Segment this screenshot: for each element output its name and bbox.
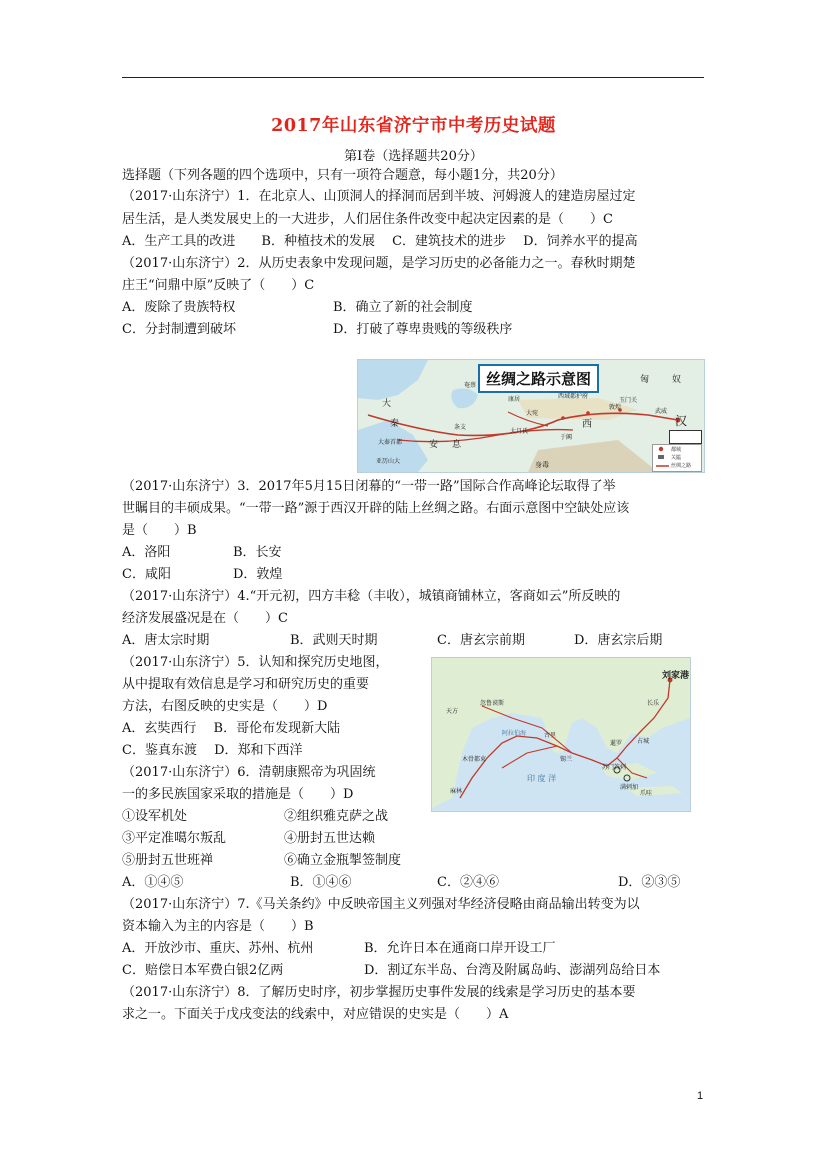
question-4-option-a: A．唐太宗时期 [122,633,210,648]
map-label: 阿拉伯海 [502,730,527,737]
map-label: 于阗 [560,434,573,441]
question-7-line: 资本输入为主的内容是（ ）B [122,919,314,934]
map-label: 西 [582,419,592,430]
question-5-options-ab: A．玄奘西行 B．哥伦布发现新大陆 [122,721,341,736]
map-label: 西域都护府 [558,393,589,400]
map-label: 秦 [390,419,400,429]
legend-item: 都城 [671,447,682,453]
map-label: 忽鲁谟斯 [480,700,505,707]
map-label: 古里 [544,732,557,739]
question-6-item: ①设军机处 [122,809,188,824]
zheng-he-voyage-map [431,657,691,812]
instructions: 选择题（下列各题的四个选项中，只有一项符合题意，每小题1分，共20分） [122,168,563,183]
question-5-line: 从中提取有效信息是学习和研究历史的重要 [122,677,370,692]
question-7-option-c: C．赔偿日本军费白银2亿两 [122,963,284,978]
question-2-line: （2017·山东济宁）2．从历史表象中发现问题，是学习历史的必备能力之一。春秋时期楚 [122,256,636,271]
question-3-option-a: A．洛阳 [122,545,171,560]
question-6-item: ⑤册封五世班禅 [122,853,214,868]
map-label: 长乐 [647,700,660,707]
question-6-option-c: C．②④⑥ [437,875,499,890]
question-2-line: 庄王“问鼎中原”反映了（ ）C [122,278,315,293]
map-label: 武威 [655,408,668,415]
map-label: 满剌加 [620,784,639,791]
map-label: 奴 [672,375,682,385]
question-2-option-d: D．打破了尊卑贵贱的等级秩序 [333,322,513,337]
section-heading: 第Ⅰ卷（选择题共20分） [344,149,483,164]
question-3-option-d: D．敦煌 [233,567,283,582]
map-label: 身毒 [535,461,549,469]
question-1-line: 居生活，是人类发展史上的一大进步，人们居住条件改变中起决定因素的是（ ）C [122,212,613,227]
question-7-option-b: B．允许日本在通商口岸开设工厂 [364,941,556,956]
map-label: 木骨都束 [462,756,487,763]
question-8-line: （2017·山东济宁）8．了解历史时序，初步掌握历史事件发展的线索是学习历史的基本要 [122,985,636,1000]
question-6-option-b: B．①④⑥ [290,875,352,890]
question-4-option-d: D．唐玄宗后期 [574,633,663,648]
question-3-option-b: B．长安 [233,545,282,560]
map-label: 息 [452,440,462,450]
question-2-option-b: B．确立了新的社会制度 [333,300,473,315]
map-label: 大月氏 [510,428,529,435]
map-label: 匈 [640,375,650,385]
question-8-line: 求之一。下面关于戊戌变法的线索中，对应错误的史实是（ ）A [122,1007,509,1022]
question-1-options: A．生产工具的改进 B．种植技术的发展 C．建筑技术的进步 D．饲养水平的提高 [122,234,638,249]
question-7-option-a: A．开放沙市、重庆、苏州、杭州 [122,941,314,956]
question-5-line: （2017·山东济宁）5．认知和探究历史地图， [122,655,389,670]
question-6-item: ④册封五世达赖 [284,831,376,846]
map-label: 敦煌 [609,404,622,411]
question-6-item: ②组织雅克萨之战 [284,809,389,824]
question-3-option-c: C．咸阳 [122,567,171,582]
map-legend [652,444,702,472]
question-4-line: （2017·山东济宁）4.“开元初，四方丰稔（丰收），城镇商铺林立，客商如云”所反映的 [122,589,621,604]
map-label: 暹罗 [610,740,623,747]
question-6-option-d: D．②③⑤ [618,875,681,890]
question-1-line: （2017·山东济宁）1．在北京人、山顶洞人的择洞而居到半坡、河姆渡人的建造房屋过定 [122,189,636,204]
question-6-option-a: A．①④⑤ [122,875,184,890]
map-label: 奄蔡 [464,382,477,389]
map-label: 爪哇 [640,790,653,797]
silk-road-map [357,359,705,473]
map-label: 刘家港 [662,671,690,681]
question-3-line: 世瞩目的丰硕成果。“一带一路”源于西汉开辟的陆上丝绸之路。右面示意图中空缺处应该 [122,501,630,516]
legend-item: 关隘 [671,455,682,461]
map-label: 大秦首都 [378,439,403,446]
question-6-item: ③平定准噶尔叛乱 [122,831,227,846]
question-4-option-c: C．唐玄宗前期 [437,633,525,648]
map-label: 大宛 [526,410,539,417]
question-5-line: 方法，右图反映的史实是（ ）D [122,699,328,714]
page-number: 1 [697,1090,704,1102]
map-label: 玉门关 [619,397,638,404]
map-label: 康居 [508,396,521,403]
map-label: 安 [429,440,439,450]
question-2-option-c: C．分封制遭到破坏 [122,322,236,337]
question-4-line: 经济发展盛况是在（ ）C [122,611,288,626]
question-3-line: （2017·山东济宁）3．2017年5月15日闭幕的“一带一路”国际合作高峰论坛取得了举 [122,479,616,494]
question-6-line: 一的多民族国家采取的措施是（ ）D [122,787,354,802]
map-label: 锡兰 [560,756,573,763]
legend-item: 丝绸之路 [671,463,692,469]
map-title: 丝绸之路示意图 [478,364,599,393]
map-label: 天方 [446,708,459,715]
header-rule [122,77,704,78]
page-title: 2017年山东省济宁市中考历史试题 [271,116,556,136]
question-7-option-d: D．割辽东半岛、台湾及附属岛屿、澎湖列岛给日本 [364,963,661,978]
question-2-option-a: A．废除了贵族特权 [122,300,236,315]
blank-answer-box [669,430,702,444]
map-label: 大 [382,399,392,409]
map-label: 印 度 洋 [527,774,557,783]
question-3-line: 是（ ）B [122,523,197,538]
map-label: 苏门答剌 [602,764,627,771]
map-label: 麻林 [450,788,463,795]
question-5-options-cd: C．鉴真东渡 D．郑和下西洋 [122,743,303,758]
map-label: 条支 [454,424,467,431]
question-6-item: ⑥确立金瓶掣签制度 [284,853,402,868]
question-4-option-b: B．武则天时期 [290,633,378,648]
map-label: 汉 [675,414,688,428]
map-label: 占城 [637,738,650,745]
question-6-line: （2017·山东济宁）6．清朝康熙帝为巩固统 [122,765,376,780]
map-label: 亚历山大 [376,458,401,465]
question-7-line: （2017·山东济宁）7.《马关条约》中反映帝国主义列强对华经济侵略由商品输出转变为以 [122,897,640,912]
